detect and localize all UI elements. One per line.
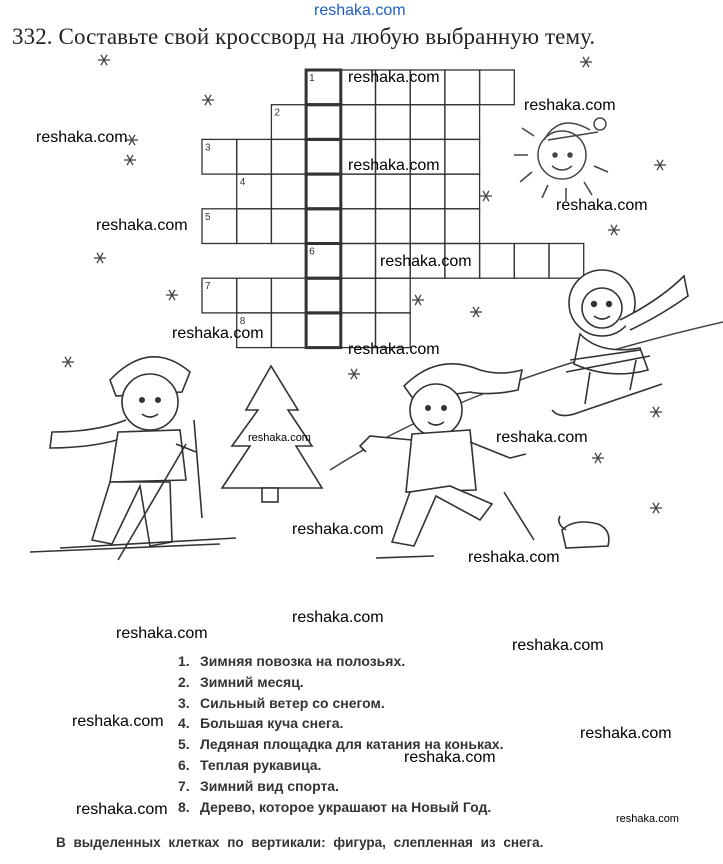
watermark: reshaka.com	[314, 2, 406, 19]
crossword-number: 8	[239, 315, 246, 327]
crossword-cell	[341, 209, 376, 244]
clue-item	[178, 672, 503, 693]
watermark: reshaka.com	[292, 521, 384, 538]
clue-text: Сильный ветер со снегом.	[200, 694, 385, 711]
watermark: reshaka.com	[348, 341, 440, 358]
watermark: reshaka.com	[72, 713, 164, 730]
watermark: reshaka.com	[36, 129, 128, 146]
clue-item	[178, 734, 503, 755]
crossword-cell	[271, 278, 306, 313]
crossword-cell	[306, 174, 341, 209]
watermark: reshaka.com	[556, 197, 648, 214]
watermark: reshaka.com	[96, 217, 188, 234]
crossword-number: 3	[205, 142, 211, 154]
clue-text: Ледяная площадка для катания на коньках.	[200, 736, 504, 753]
clue-number: 1.	[178, 653, 190, 669]
snowflake-icon	[580, 57, 592, 67]
watermark: reshaka.com	[348, 69, 440, 86]
watermark: reshaka.com	[468, 549, 560, 566]
snowflake-icon	[412, 295, 424, 305]
snowflake-icon	[62, 357, 74, 367]
crossword-cell	[549, 244, 584, 279]
watermark: reshaka.com	[116, 625, 208, 642]
footer-hint: В выделенных клетках по вертикали: фигура, слепленная из снега.	[56, 835, 544, 850]
crossword-cell	[445, 70, 480, 105]
crossword-number: 1	[309, 73, 315, 84]
crossword-cell	[410, 105, 445, 140]
clue-number: 6.	[178, 756, 190, 773]
clue-text: Теплая рукавица.	[200, 756, 322, 773]
crossword-cell	[237, 278, 272, 313]
clue-item	[178, 776, 503, 797]
watermark: reshaka.com	[172, 325, 264, 342]
clue-number: 5.	[178, 736, 190, 753]
clue-number: 7.	[178, 777, 190, 794]
crossword-cell	[341, 278, 376, 313]
crossword-cell	[306, 105, 341, 140]
crossword-number: 2	[274, 107, 280, 119]
crossword-cell	[376, 174, 411, 209]
clue-text: Большая куча снега.	[200, 715, 344, 732]
clue-number: 8.	[178, 798, 190, 815]
crossword-cell	[376, 278, 411, 313]
crossword-cell	[271, 139, 306, 174]
watermark: reshaka.com	[616, 813, 679, 825]
watermark: reshaka.com	[580, 725, 672, 742]
crossword-cell	[237, 209, 272, 244]
snowflake-icon	[98, 55, 110, 65]
crossword-cell	[410, 209, 445, 244]
watermark: reshaka.com	[248, 432, 311, 444]
clue-number: 2.	[178, 673, 190, 690]
clue-item	[178, 713, 503, 734]
snowflake-icon	[348, 369, 360, 379]
snowflake-icon	[608, 225, 620, 235]
crossword-cell	[376, 105, 411, 140]
clue-text: Зимний месяц.	[200, 673, 304, 690]
crossword-cell	[445, 105, 480, 140]
task-number: 332.	[12, 24, 53, 49]
snowflake-icon	[94, 253, 106, 263]
clue-item	[178, 755, 503, 776]
crossword-number: 7	[205, 281, 211, 293]
clue-text: Дерево, которое украшают на Новый Год.	[200, 798, 492, 815]
crossword-number: 6	[309, 246, 315, 258]
mitten-icon	[559, 516, 609, 548]
task-text: Составьте свой кроссворд на любую выбранную тему.	[58, 24, 596, 49]
crossword-cell	[341, 174, 376, 209]
watermark: reshaka.com	[348, 157, 440, 174]
task-heading	[12, 24, 595, 50]
crossword-cell	[480, 244, 515, 279]
clue-number: 4.	[178, 715, 190, 732]
crossword-cell	[271, 313, 306, 348]
crossword-cell	[306, 209, 341, 244]
watermark: reshaka.com	[512, 637, 604, 654]
skier	[30, 357, 236, 560]
watermark: reshaka.com	[76, 801, 168, 818]
skater	[360, 364, 534, 558]
clue-item	[178, 797, 503, 818]
crossword-cell	[514, 244, 549, 279]
snowflake-icon	[650, 503, 662, 513]
crossword-cell	[271, 209, 306, 244]
snowflake-icon	[202, 95, 214, 105]
crossword-cell	[445, 209, 480, 244]
crossword-cell	[306, 313, 341, 348]
clue-text: Зимняя повозка на полозьях.	[200, 653, 406, 669]
snowflake-icon	[592, 453, 604, 463]
clue-number: 3.	[178, 694, 190, 711]
clue-item	[178, 693, 503, 714]
crossword-numbers	[205, 73, 315, 327]
clue-list	[178, 651, 503, 817]
crossword-cell	[445, 139, 480, 174]
crossword-cell	[445, 174, 480, 209]
crossword-cell	[306, 278, 341, 313]
clue-text: Зимний вид спорта.	[200, 777, 339, 794]
sun-icon	[514, 118, 608, 201]
crossword-cell	[341, 244, 376, 279]
crossword-cell	[271, 174, 306, 209]
snowflake-icon	[470, 307, 482, 317]
crossword-cell	[237, 139, 272, 174]
crossword-cell	[341, 105, 376, 140]
sledder	[552, 270, 688, 416]
crossword-cell	[306, 139, 341, 174]
crossword-cell	[410, 174, 445, 209]
watermark: reshaka.com	[380, 253, 472, 270]
snowflake-icon	[166, 290, 178, 300]
crossword-cell	[480, 70, 515, 105]
watermark: reshaka.com	[524, 97, 616, 114]
watermark: reshaka.com	[404, 749, 496, 766]
watermark: reshaka.com	[496, 429, 588, 446]
snowflake-icon	[654, 160, 666, 170]
crossword-number: 5	[205, 211, 211, 223]
watermark: reshaka.com	[292, 609, 384, 626]
snowflake-icon	[480, 191, 492, 201]
crossword-cell	[376, 209, 411, 244]
crossword-number: 4	[239, 177, 246, 189]
snowflake-icon	[124, 155, 136, 165]
snowflake-icon	[126, 135, 138, 145]
clue-item	[178, 651, 503, 672]
snowflake-icon	[650, 407, 662, 417]
